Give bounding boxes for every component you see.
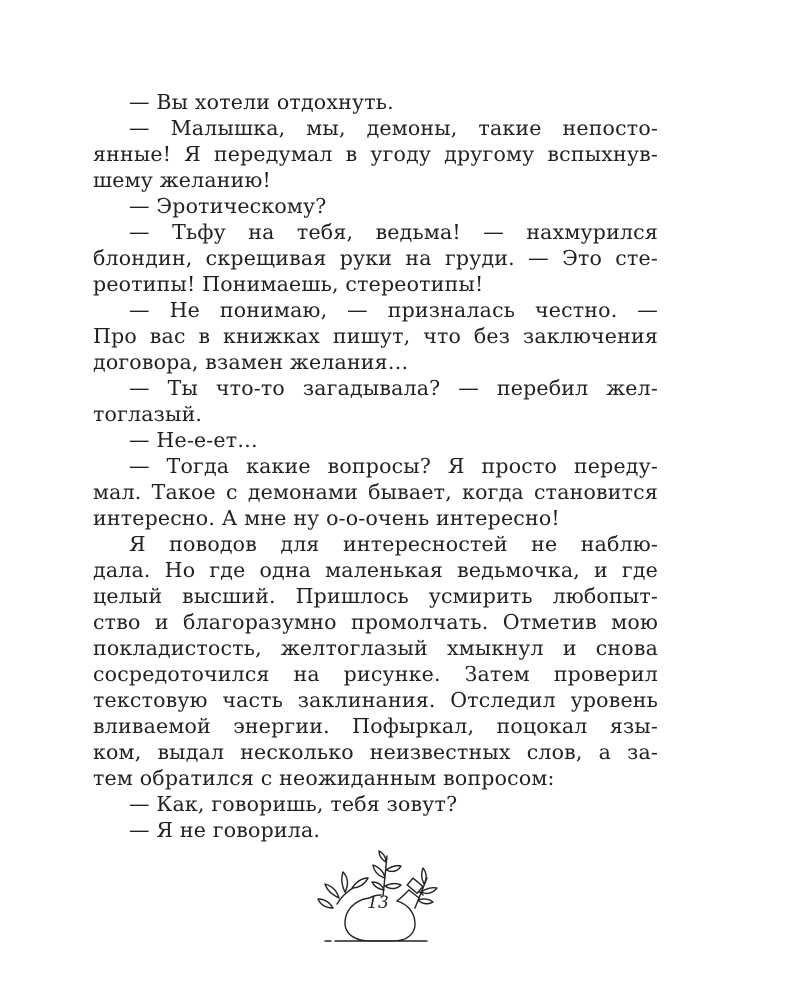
text-line: вливаемой энергии. Пофыркал, поцокал язы- <box>93 714 658 738</box>
text-line: тоглазый. <box>93 402 203 426</box>
text-line: — Не понимаю, — призналась честно. — <box>129 298 658 322</box>
text-line: — Ты что-то загадывала? — перебил жел- <box>129 376 658 400</box>
text-line: дала. Но где одна маленькая ведьмочка, и где <box>93 558 658 582</box>
text-line: договора, взамен желания… <box>93 350 409 374</box>
text-line: тем обратился с неожиданным вопросом: <box>93 766 555 790</box>
page-text <box>93 89 658 843</box>
text-line: мал. Такое с демонами бывает, когда становится <box>93 480 658 504</box>
text-line: — Вы хотели отдохнуть. <box>129 90 394 114</box>
text-line: сосредоточился на рисунке. Затем проверил <box>93 662 658 686</box>
text-line: Я поводов для интересностей не наблю- <box>129 532 658 556</box>
text-line: янные! Я передумал в угоду другому вспыхнув- <box>93 142 658 166</box>
text-line: — Тьфу на тебя, ведьма! — нахмурился <box>129 220 658 244</box>
text-line: ком, выдал несколько неизвестных слов, а за- <box>93 740 658 764</box>
text-line: целый высший. Пришлось усмирить любопыт- <box>93 584 658 608</box>
text-line: — Я не говорила. <box>129 818 321 842</box>
text-line: интересно. А мне ну о-о-очень интересно! <box>93 506 560 530</box>
text-line: шему желанию! <box>93 168 271 192</box>
text-line: покладистость, желтоглазый хмыкнул и снова <box>93 636 658 660</box>
text-line: — Малышка, мы, демоны, такие непосто- <box>129 116 658 140</box>
text-line: — Как, говоришь, тебя зовут? <box>129 792 458 816</box>
text-line: реотипы! Понимаешь, стереотипы! <box>93 272 484 296</box>
text-line: текстовую часть заклинания. Отследил уровень <box>93 688 658 712</box>
text-line: блондин, скрещивая руки на груди. — Это сте- <box>93 246 658 270</box>
page-number: 13 <box>367 893 389 913</box>
text-line: ство и благоразумно промолчать. Отметив мою <box>93 610 658 634</box>
text-line: Про вас в книжках пишут, что без заключения <box>93 324 658 348</box>
text-line: — Эротическому? <box>129 194 327 218</box>
text-line: — Тогда какие вопросы? Я просто переду- <box>129 454 658 478</box>
text-line: — Не-е-ет… <box>129 428 258 452</box>
